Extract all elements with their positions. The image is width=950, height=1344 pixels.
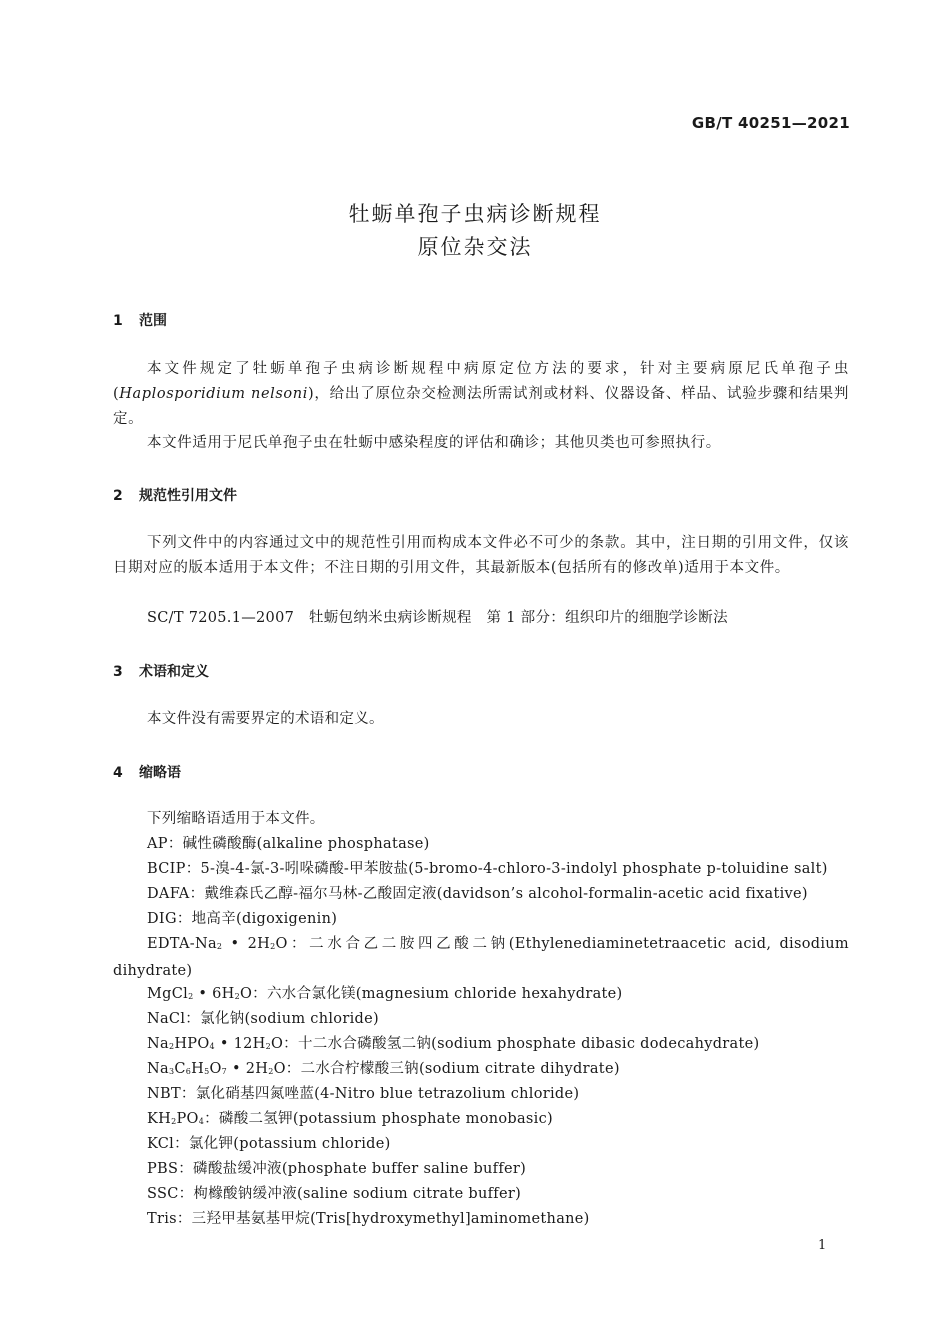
section-number: 3	[113, 664, 123, 680]
scope-paragraph-1	[113, 357, 849, 432]
subscript: 2	[270, 942, 276, 951]
section-title: 规范性引用文件	[139, 488, 237, 504]
section-title: 范围	[139, 313, 167, 329]
section-title: 缩略语	[139, 765, 181, 781]
section-number: 1	[113, 313, 123, 329]
subscript: 2	[265, 1042, 271, 1051]
subscript: 3	[168, 1067, 175, 1076]
section-heading-terms	[113, 661, 209, 681]
abbr-sodium-citrate	[147, 1057, 620, 1084]
subscript: 4	[198, 1117, 205, 1126]
section-heading-abbreviations	[113, 762, 181, 782]
abbr-edta	[113, 932, 849, 984]
text-run: O：十二水合磷酸氢二钠(sodium phosphate dibasic dodecahydrate)	[270, 1036, 760, 1052]
scope-paragraph-2: 本文件适用于尼氏单孢子虫在牡蛎中感染程度的评估和确诊；其他贝类也可参照执行。	[147, 435, 721, 451]
references-paragraph: 下列文件中的内容通过文中的规范性引用而构成本文件必不可少的条款。其中，注日期的引用文件，仅该日期对应的版本适用于本文件；不注日期的引用文件，其最新版本(包括所有的修改单)适用于本文件。	[113, 535, 849, 576]
text-run: )，给出了原位杂交检测法所需试剂或材料、仪器设备、样品、试验步骤和结果判定。	[113, 386, 849, 427]
text-run: • 12H	[214, 1036, 266, 1052]
text-run: PO	[176, 1111, 199, 1127]
text-run: O	[209, 1061, 222, 1077]
abbr-dig: DIG：地高辛(digoxigenin)	[147, 911, 338, 927]
section-title: 术语和定义	[139, 664, 209, 680]
abbr-dafa: DAFA：戴维森氏乙醇-福尔马林-乙酸固定液(davidson’s alcohol-formalin-acetic acid fixative)	[147, 886, 808, 902]
subscript: 2	[188, 992, 194, 1001]
section-heading-normative-references	[113, 485, 237, 505]
text-run: KH	[147, 1111, 172, 1127]
abbr-na2hpo4	[147, 1032, 759, 1059]
standard-number: GB/T 40251—2021	[691, 114, 850, 132]
section-number: 4	[113, 765, 123, 781]
abbr-mgcl2	[147, 982, 622, 1009]
section-heading-scope	[113, 310, 167, 330]
subscript: 2	[234, 992, 240, 1001]
abbr-ap: AP：碱性磷酸酶(alkaline phosphatase)	[147, 836, 430, 852]
document-title: 牡蛎单孢子虫病诊断规程	[348, 202, 602, 226]
text-run: • 6H	[193, 986, 235, 1002]
abbreviations-intro: 下列缩略语适用于本文件。	[147, 811, 325, 827]
subscript: 4	[209, 1042, 215, 1051]
abbr-bcip: BCIP：5-溴-4-氯-3-吲哚磷酸-甲苯胺盐(5-bromo-4-chloro-3-indolyl phosphate p-toluidine salt)	[147, 861, 828, 877]
section-number: 2	[113, 488, 123, 504]
abbr-pbs: PBS：磷酸盐缓冲液(phosphate buffer saline buffer)	[147, 1161, 527, 1177]
subscript: 2	[171, 1117, 177, 1126]
terms-paragraph: 本文件没有需要界定的术语和定义。	[147, 711, 384, 727]
text-run: C	[174, 1061, 186, 1077]
text-run: ：磷酸二氢钾(potassium phosphate monobasic)	[204, 1111, 553, 1127]
text-run: O：六水合氯化镁(magnesium chloride hexahydrate)	[240, 986, 623, 1002]
subscript: 2	[268, 1067, 274, 1076]
text-run: H	[191, 1061, 205, 1077]
abbr-kcl: KCl：氯化钾(potassium chloride)	[147, 1136, 391, 1152]
abbr-nbt: NBT：氯化硝基四氮唑蓝(4-Nitro blue tetrazolium chloride)	[147, 1086, 580, 1102]
page-number: 1	[818, 1238, 827, 1253]
species-name: Haplosporidium nelsoni	[119, 386, 308, 402]
text-run: • 2H	[222, 936, 271, 952]
abbr-ssc: SSC：枸橼酸钠缓冲液(saline sodium citrate buffer)	[147, 1186, 522, 1202]
document-subtitle: 原位杂交法	[417, 235, 533, 259]
text-run: Na	[147, 1036, 169, 1052]
abbr-tris: Tris：三羟甲基氨基甲烷(Tris[hydroxymethyl]aminomethane)	[147, 1211, 590, 1227]
text-run: MgCl	[147, 986, 189, 1002]
text-run: Na	[147, 1061, 169, 1077]
text-run: 本文件规定了牡蛎单孢子虫病诊断规程中病原定位方法的要求，针对主要病原尼氏单孢子虫(	[113, 361, 849, 402]
subscript: 2	[168, 1042, 175, 1051]
subscript: 2	[216, 942, 223, 951]
text-run: O：二水合乙二胺四乙酸二钠(Ethylenediaminetetraacetic acid, disodium dihydrate)	[113, 936, 849, 979]
subscript: 5	[204, 1067, 210, 1076]
abbr-kh2po4	[147, 1107, 553, 1134]
reference-item: SC/T 7205.1—2007 牡蛎包纳米虫病诊断规程 第 1 部分：组织印片的细胞学诊断法	[147, 610, 728, 626]
text-run: • 2H	[227, 1061, 269, 1077]
text-run: HPO	[174, 1036, 210, 1052]
abbr-nacl: NaCl：氯化钠(sodium chloride)	[147, 1011, 379, 1027]
text-run: EDTA-Na	[147, 936, 217, 952]
text-run: O：二水合柠檬酸三钠(sodium citrate dihydrate)	[273, 1061, 620, 1077]
subscript: 6	[185, 1067, 192, 1076]
subscript: 7	[221, 1067, 228, 1076]
